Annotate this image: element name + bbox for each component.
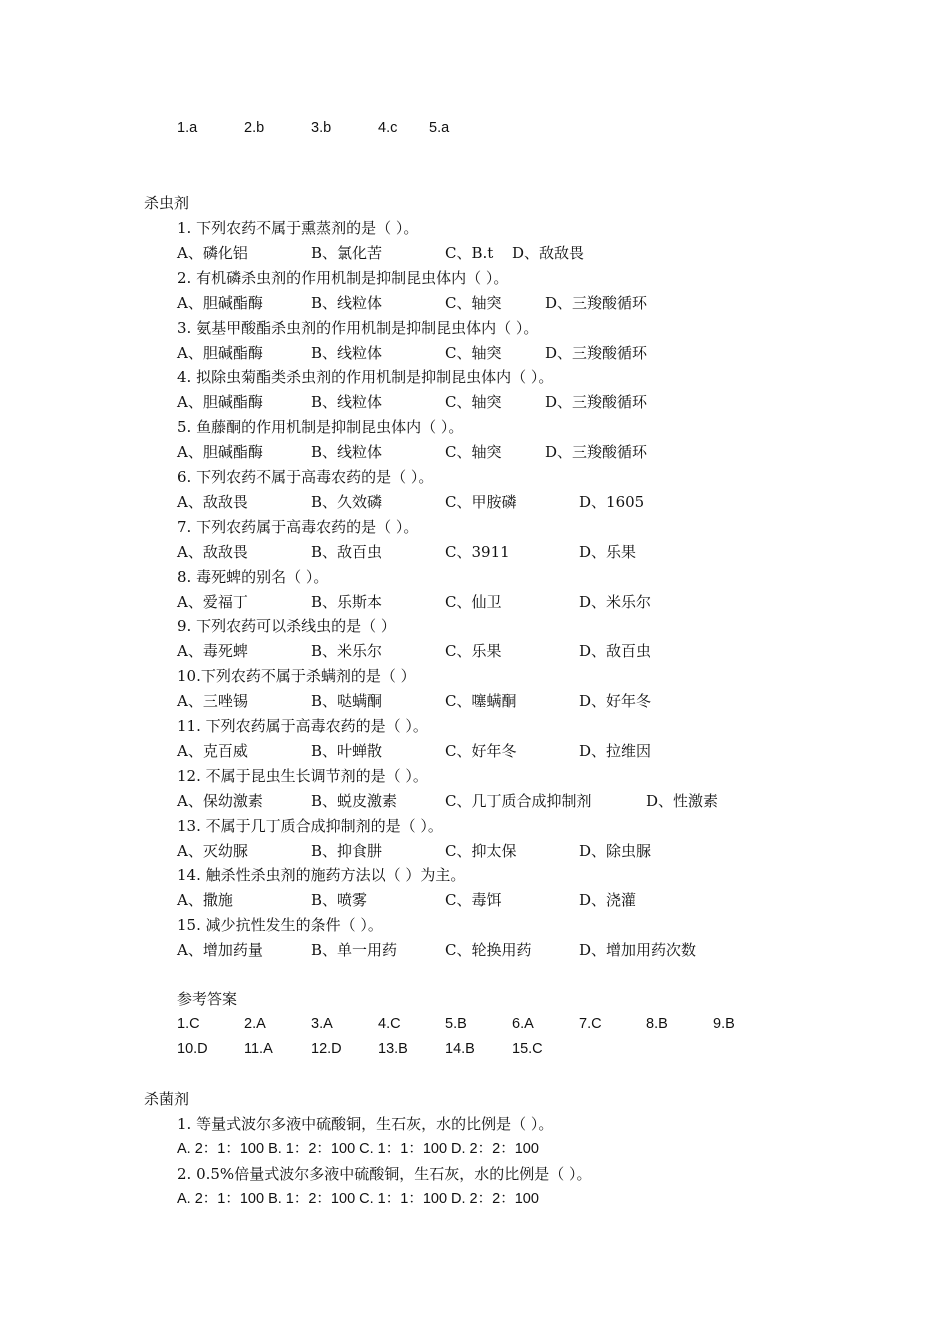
option-text: C、3911 <box>445 542 510 561</box>
option-text: A、毒死蜱 <box>177 642 248 661</box>
option-text: B、线粒体 <box>311 343 383 362</box>
question-text: 2. 有机磷杀虫剂的作用机制是抑制昆虫体内（ ）。 <box>177 268 509 287</box>
option-text: D、三羧酸循环 <box>545 343 648 362</box>
option-text: C、轴突 <box>445 443 502 462</box>
fungicide-line: A. 2：1：100 B. 1：2：100 C. 1：1：100 D. 2：2：100 <box>177 1191 539 1207</box>
top-answer: 4.c <box>378 120 398 136</box>
option-text: D、除虫脲 <box>579 841 652 860</box>
question-text: 4. 拟除虫菊酯类杀虫剂的作用机制是抑制昆虫体内（ ）。 <box>177 368 554 387</box>
option-text: D、拉维因 <box>579 741 652 760</box>
top-answer: 3.b <box>311 120 332 136</box>
option-text: D、三羧酸循环 <box>545 393 648 412</box>
option-text: A、敌敌畏 <box>177 492 248 511</box>
answer-item: 15.C <box>512 1041 543 1057</box>
option-text: A、胆碱酯酶 <box>177 293 263 312</box>
option-text: C、轴突 <box>445 343 502 362</box>
fungicide-line: 2. 0.5%倍量式波尔多液中硫酸铜，生石灰，水的比例是（ ）。 <box>177 1165 592 1183</box>
option-text: A、爱福丁 <box>177 592 248 611</box>
question-text: 6. 下列农药不属于高毒农药的是（ ）。 <box>177 468 434 486</box>
option-text: C、轴突 <box>445 393 502 412</box>
answer-item: 14.B <box>445 1041 475 1057</box>
question-text: 13. 不属于几丁质合成抑制剂的是（ ）。 <box>177 816 443 835</box>
option-text: D、浇灌 <box>579 891 637 910</box>
option-text: B、乐斯本 <box>311 592 383 611</box>
option-text: B、线粒体 <box>311 393 383 412</box>
option-text: D、米乐尔 <box>579 592 652 611</box>
question-text: 10.下列农药不属于杀螨剂的是（ ） <box>177 667 416 686</box>
answer-item: 6.A <box>512 1016 534 1032</box>
option-text: A、磷化铝 <box>177 243 248 262</box>
option-text: B、久效磷 <box>311 492 383 511</box>
option-text: D、增加用药次数 <box>579 941 697 960</box>
option-text: B、米乐尔 <box>311 642 383 661</box>
fungicide-line: A. 2：1：100 B. 1：2：100 C. 1：1：100 D. 2：2：100 <box>177 1141 539 1157</box>
answer-item: 13.B <box>378 1041 408 1057</box>
option-text: D、敌敌畏 <box>512 243 585 262</box>
question-text: 12. 不属于昆虫生长调节剂的是（ ）。 <box>177 766 428 785</box>
question-text: 9. 下列农药可以杀线虫的是（ ） <box>177 617 396 636</box>
option-text: A、灭幼脲 <box>177 841 248 860</box>
answer-item: 8.B <box>646 1016 668 1032</box>
option-text: B、线粒体 <box>311 443 383 462</box>
answer-item: 3.A <box>311 1016 333 1032</box>
question-text: 3. 氨基甲酸酯杀虫剂的作用机制是抑制昆虫体内（ ）。 <box>177 318 539 337</box>
option-text: B、单一用药 <box>311 941 398 960</box>
option-text: A、胆碱酯酶 <box>177 393 263 412</box>
answer-item: 1.C <box>177 1016 200 1032</box>
question-text: 8. 毒死蜱的别名（ ）。 <box>177 567 329 586</box>
option-text: B、叶蝉散 <box>311 741 383 760</box>
answer-item: 9.B <box>713 1016 735 1032</box>
option-text: C、抑太保 <box>445 841 517 860</box>
answer-item: 12.D <box>311 1041 342 1057</box>
option-text: B、敌百虫 <box>311 542 383 561</box>
question-text: 14. 触杀性杀虫剂的施药方法以（ ）为主。 <box>177 866 466 885</box>
option-text: A、保幼激素 <box>177 791 263 810</box>
option-text: D、好年冬 <box>579 692 652 711</box>
option-text: D、性激素 <box>646 791 719 810</box>
answer-item: 5.B <box>445 1016 467 1032</box>
option-text: C、毒饵 <box>445 891 502 910</box>
option-text: D、敌百虫 <box>579 642 652 661</box>
option-text: A、敌敌畏 <box>177 542 248 561</box>
answer-item: 10.D <box>177 1041 208 1057</box>
question-text: 5. 鱼藤酮的作用机制是抑制昆虫体内（ ）。 <box>177 418 464 437</box>
option-text: C、甲胺磷 <box>445 492 517 511</box>
option-text: A、增加药量 <box>177 941 263 960</box>
option-text: C、轮换用药 <box>445 941 532 960</box>
option-text: C、B.t <box>445 243 494 262</box>
option-text: A、撒施 <box>177 891 233 910</box>
option-text: A、胆碱酯酶 <box>177 443 263 462</box>
option-text: B、抑食肼 <box>311 841 383 860</box>
option-text: C、轴突 <box>445 293 502 312</box>
top-answer: 1.a <box>177 120 198 136</box>
answer-item: 7.C <box>579 1016 602 1032</box>
question-text: 7. 下列农药属于高毒农药的是（ ）。 <box>177 517 419 536</box>
answer-item: 2.A <box>244 1016 266 1032</box>
fungicide-line: 1. 等量式波尔多液中硫酸铜，生石灰，水的比例是（ ）。 <box>177 1115 554 1133</box>
option-text: B、哒螨酮 <box>311 692 383 711</box>
option-text: A、胆碱酯酶 <box>177 343 263 362</box>
option-text: B、线粒体 <box>311 293 383 312</box>
answer-item: 4.C <box>378 1016 401 1032</box>
question-text: 1. 下列农药不属于熏蒸剂的是（ ）。 <box>177 219 419 237</box>
option-text: B、氯化苦 <box>311 243 383 262</box>
option-text: A、克百威 <box>177 741 248 760</box>
option-text: C、好年冬 <box>445 741 517 760</box>
option-text: A、三唑锡 <box>177 692 248 711</box>
section-heading: 杀菌剂 <box>144 1090 190 1108</box>
top-answer: 2.b <box>244 120 265 136</box>
option-text: D、三羧酸循环 <box>545 443 648 462</box>
option-text: B、喷雾 <box>311 891 368 910</box>
top-answer: 5.a <box>429 120 450 136</box>
question-text: 11. 下列农药属于高毒农药的是（ ）。 <box>177 717 428 735</box>
option-text: D、乐果 <box>579 542 637 561</box>
option-text: C、噻螨酮 <box>445 692 517 711</box>
option-text: C、乐果 <box>445 642 502 661</box>
answer-item: 11.A <box>244 1041 273 1057</box>
option-text: C、几丁质合成抑制剂 <box>445 791 592 810</box>
option-text: D、1605 <box>579 492 645 511</box>
question-text: 15. 减少抗性发生的条件（ ）。 <box>177 916 383 935</box>
answer-heading: 参考答案 <box>177 990 238 1008</box>
option-text: C、仙卫 <box>445 592 502 611</box>
section-heading: 杀虫剂 <box>144 194 190 212</box>
option-text: D、三羧酸循环 <box>545 293 648 312</box>
option-text: B、蜕皮激素 <box>311 791 398 810</box>
